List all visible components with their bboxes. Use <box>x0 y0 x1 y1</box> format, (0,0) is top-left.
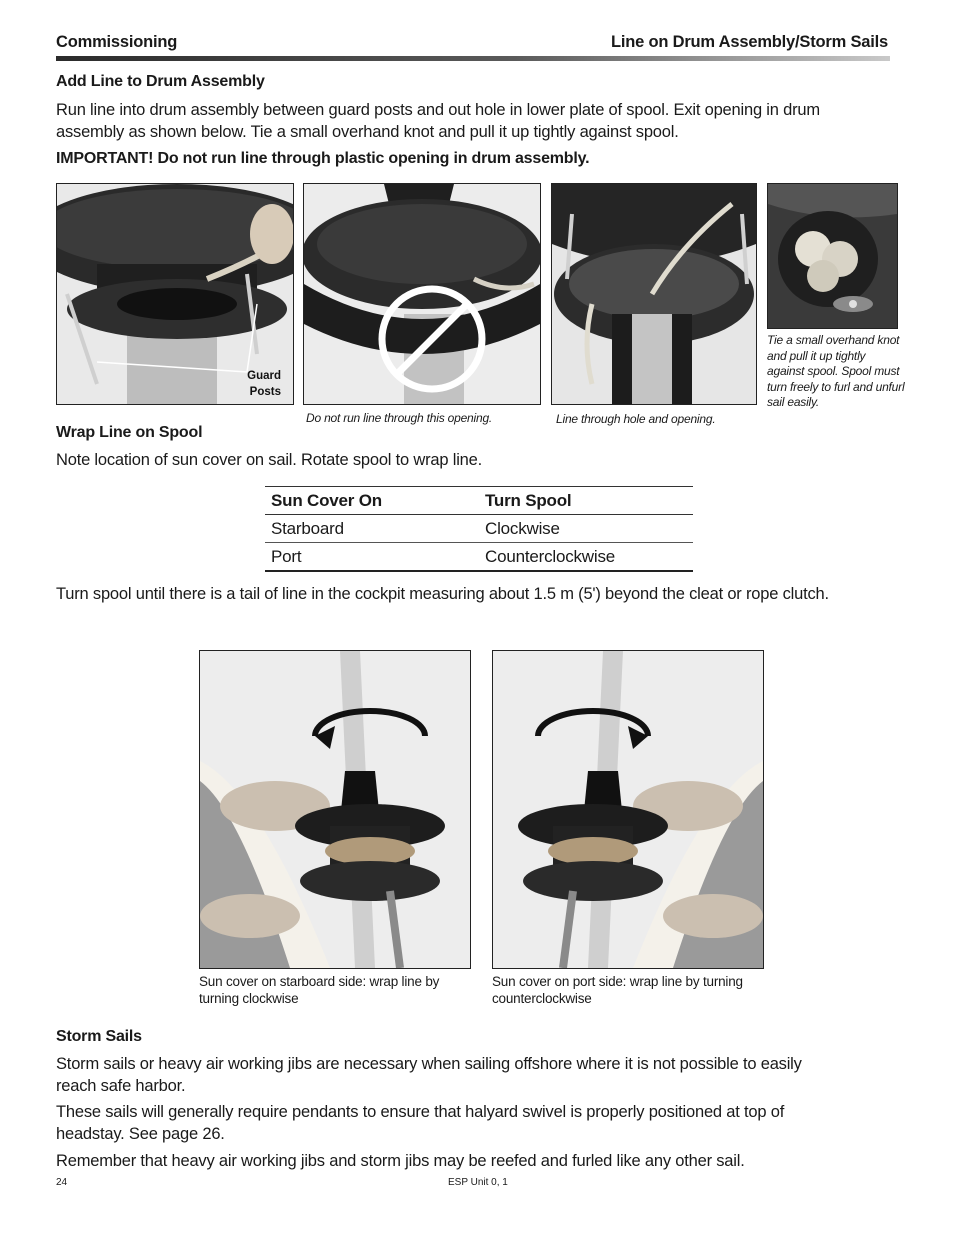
photo-overhand-knot <box>767 183 898 329</box>
table-header-turn-spool: Turn Spool <box>479 487 693 515</box>
storm-sails-heading: Storm Sails <box>56 1028 142 1045</box>
storm-sails-paragraph-1: Storm sails or heavy air working jibs are necessary when sailing offshore where it is not possible to easily reach safe harbor. <box>56 1055 802 1095</box>
spool-direction-table <box>265 486 693 572</box>
drum-prohibited-opening-illustration <box>304 184 540 404</box>
starboard-caption: Sun cover on starboard side: wrap line by turning clockwise <box>199 974 440 1006</box>
document-id: ESP Unit 0, 1 <box>448 1177 508 1188</box>
photo-port-wrap <box>492 650 764 969</box>
table-cell: Clockwise <box>479 515 693 543</box>
overhand-knot-illustration <box>768 184 897 328</box>
page-number: 24 <box>56 1177 68 1188</box>
photo-starboard-wrap <box>199 650 471 969</box>
table-cell: Starboard <box>265 515 479 543</box>
table-header-row <box>265 487 693 515</box>
photo-guard-posts <box>56 183 294 405</box>
table-row <box>265 543 693 572</box>
table-row <box>265 515 693 543</box>
photo4-caption: Tie a small overhand knot and pull it up tightly against spool. Spool must turn freely to furl and unfurl sail easily. <box>767 333 905 409</box>
port-counterclockwise-illustration <box>493 651 763 968</box>
tail-length-paragraph: Turn spool until there is a tail of line in the cockpit measuring about 1.5 m (5') beyond the cleat or rope clutch. <box>56 585 829 603</box>
header-rule <box>56 56 890 61</box>
starboard-clockwise-illustration <box>200 651 470 968</box>
add-line-heading: Add Line to Drum Assembly <box>56 73 265 90</box>
table-cell: Port <box>265 543 479 572</box>
table-header-sun-cover: Sun Cover On <box>265 487 479 515</box>
storm-sails-paragraph-3: Remember that heavy air working jibs and storm jibs may be reefed and furled like any other sail. <box>56 1152 745 1170</box>
add-line-paragraph: Run line into drum assembly between guard posts and out hole in lower plate of spool. Exit opening in drum assembly as shown below. Tie a small overhand knot and pull it up tightly against spool. <box>56 101 820 141</box>
drum-line-through-hole-illustration <box>552 184 756 404</box>
important-note: IMPORTANT! Do not run line through plastic opening in drum assembly. <box>56 150 590 167</box>
storm-sails-paragraph-2: These sails will generally require pendants to ensure that halyard swivel is properly positioned at top of headstay. See page 26. <box>56 1103 785 1143</box>
photo-plastic-opening <box>303 183 541 405</box>
table-cell: Counterclockwise <box>479 543 693 572</box>
header-section-title: Commissioning <box>56 33 178 51</box>
photo-line-through-hole <box>551 183 757 405</box>
port-caption: Sun cover on port side: wrap line by turning counterclockwise <box>492 974 743 1006</box>
photo3-caption: Line through hole and opening. <box>556 412 716 426</box>
guard-posts-label: Guard Posts <box>247 370 281 398</box>
wrap-line-paragraph: Note location of sun cover on sail. Rotate spool to wrap line. <box>56 451 483 469</box>
header-page-title: Line on Drum Assembly/Storm Sails <box>610 33 888 51</box>
photo2-caption: Do not run line through this opening. <box>306 411 493 425</box>
wrap-line-heading: Wrap Line on Spool <box>56 424 203 441</box>
